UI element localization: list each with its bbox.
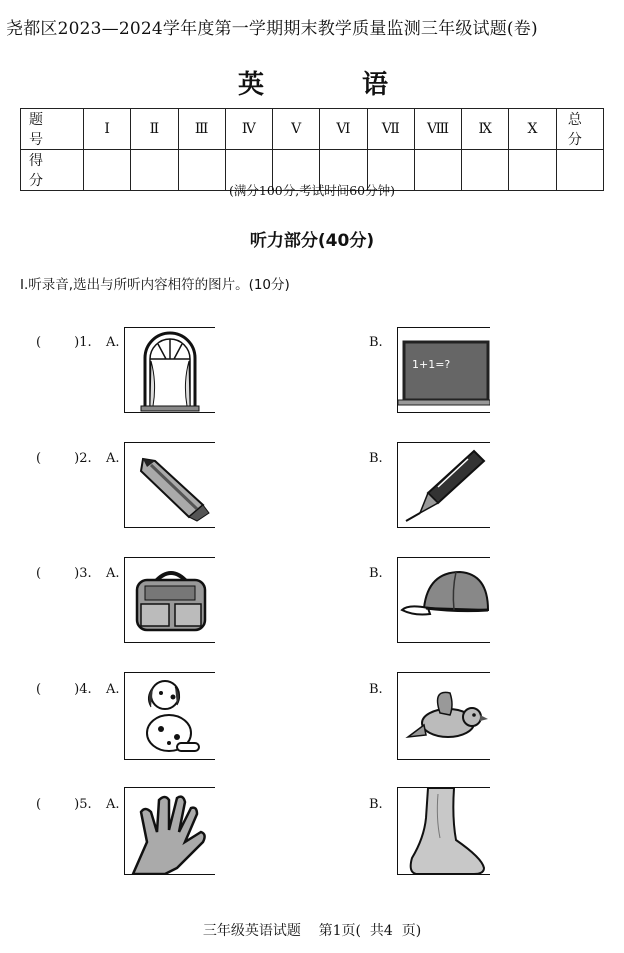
question-5-option-a-image [124, 787, 215, 875]
question-1-option-a-label: A. [106, 335, 120, 350]
question-1-option-a-image [124, 327, 215, 413]
question-3-option-a-image [124, 557, 215, 643]
subject-char-left: 英 [238, 70, 265, 100]
section-title: 听力部分(40分) [249, 231, 375, 251]
hand-icon [125, 788, 215, 874]
question-4-option-a-label: A. [106, 682, 120, 697]
question-2-option-a-label: A. [106, 451, 120, 466]
page-footer: 三年级英语试题 第1页( 共4 页) [202, 923, 422, 939]
schoolbag-icon [125, 558, 215, 642]
question-2-option-a-image [124, 442, 215, 528]
question-2-option-b-image [397, 442, 490, 528]
question-5-option-b-label: B. [369, 797, 383, 812]
question-3-number: ( )3. [36, 566, 92, 581]
exam-title: 尧都区2023—2024学年度第一学期期末教学质量监测三年级试题(卷) [6, 19, 538, 39]
total-score-label: 总 分 [556, 109, 603, 150]
dog-icon [125, 673, 215, 759]
question-4-number: ( )4. [36, 682, 92, 697]
question-5-option-b-image [397, 787, 490, 875]
score-col-6: Ⅵ [320, 109, 367, 150]
question-3-option-a-label: A. [106, 566, 120, 581]
question-4-option-a-image [124, 672, 215, 760]
question-number-label: 题 号 [21, 109, 84, 150]
question-3-option-b-image [397, 557, 490, 643]
score-col-8: Ⅷ [414, 109, 461, 150]
score-col-10: Ⅹ [509, 109, 556, 150]
score-col-1: Ⅰ [84, 109, 131, 150]
score-col-7: Ⅶ [367, 109, 414, 150]
question-2-number: ( )2. [36, 451, 92, 466]
question-4-option-b-label: B. [369, 682, 383, 697]
question-1-option-b-label: B. [369, 335, 383, 350]
score-table [20, 108, 604, 191]
exam-note: (满分100分,考试时间60分钟) [229, 183, 395, 198]
cap-icon [398, 558, 490, 642]
score-col-5: Ⅴ [273, 109, 320, 150]
foot-icon [398, 788, 490, 874]
pen-icon [398, 443, 490, 527]
pencil-icon [125, 443, 215, 527]
blackboard-icon [398, 328, 490, 412]
score-label: 得 分 [21, 150, 84, 191]
question-5-option-a-label: A. [106, 797, 120, 812]
score-col-3: Ⅲ [178, 109, 225, 150]
bird-icon [398, 673, 490, 759]
question-5-number: ( )5. [36, 797, 92, 812]
score-col-2: Ⅱ [131, 109, 178, 150]
score-table-header-row [21, 109, 604, 150]
question-1-number: ( )1. [36, 335, 92, 350]
score-col-4: Ⅳ [225, 109, 272, 150]
part1-instruction: Ⅰ.听录音,选出与所听内容相符的图片。(10分) [20, 277, 290, 293]
question-3-option-b-label: B. [369, 566, 383, 581]
question-2-option-b-label: B. [369, 451, 383, 466]
score-col-9: Ⅸ [462, 109, 509, 150]
question-4-option-b-image [397, 672, 490, 760]
subject-char-right: 语 [362, 70, 389, 100]
question-1-option-b-image [397, 327, 490, 413]
blackboard-text: 1+1=? [412, 358, 451, 371]
window-icon [125, 328, 215, 412]
